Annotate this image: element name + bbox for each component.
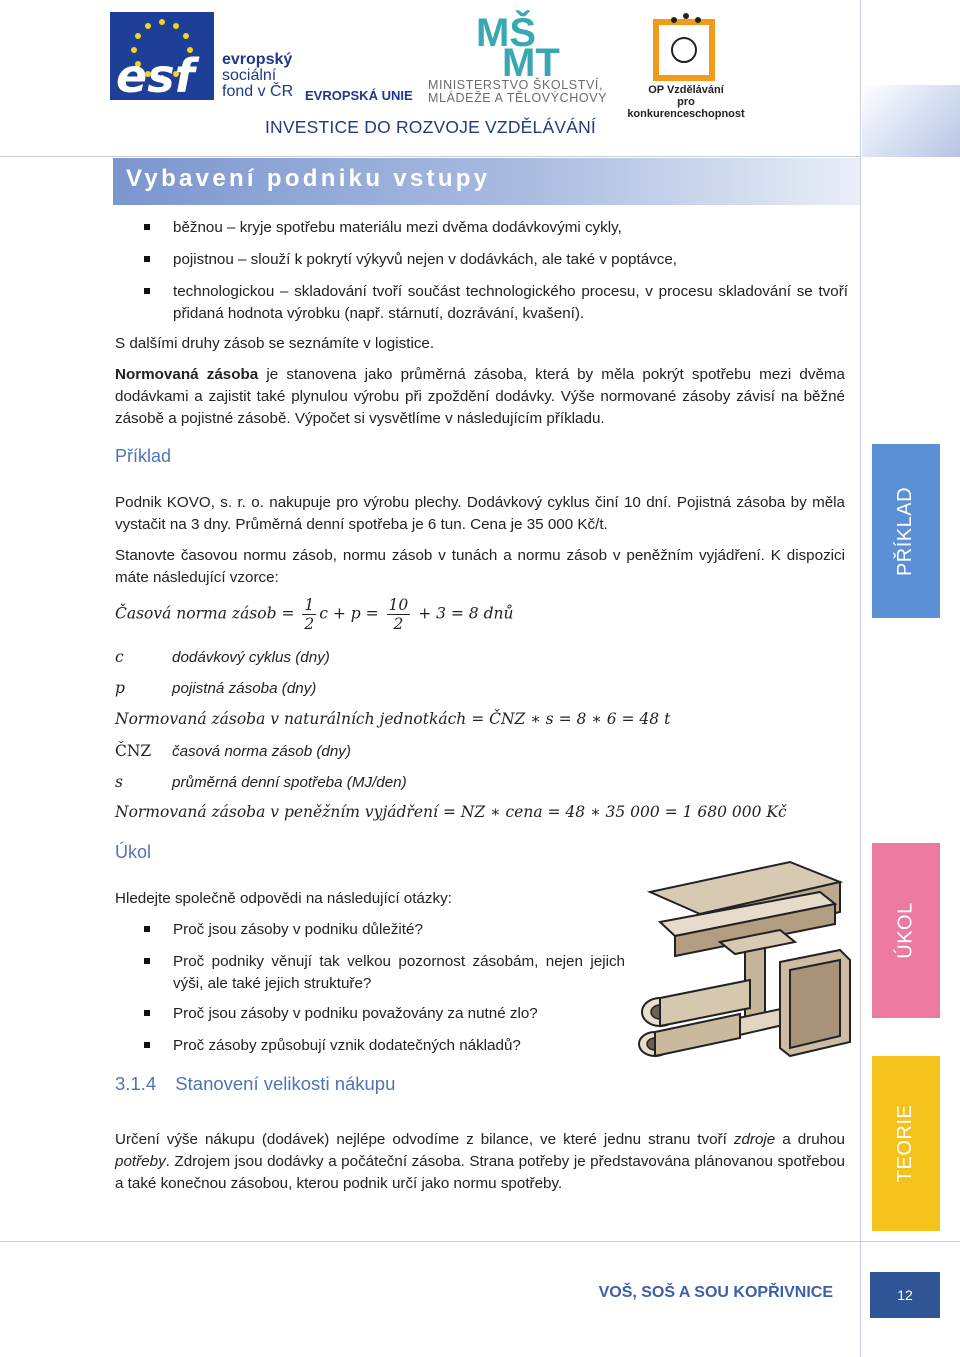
tab-ukol-label: ÚKOL <box>894 902 917 959</box>
op-line1: OP Vzdělávání <box>648 84 724 96</box>
bullet-marker <box>144 926 150 932</box>
header-divider <box>0 156 860 157</box>
op-line2: pro konkurenceschopnost <box>627 96 745 120</box>
svg-text:MŠ: MŠ <box>476 11 536 55</box>
header-logos <box>0 0 960 150</box>
priklad-text-2: Stanovte časovou normu zásob, normu zásob v tunách a normu zásob v peněžním vyjádření. K dispozici máte následující vzorce: <box>115 547 845 586</box>
fraction-1-num: 1 <box>304 596 315 614</box>
priklad-heading: Příklad <box>115 446 172 466</box>
msmt-line2: MLÁDEŽE A TĚLOVÝCHOVY <box>428 91 608 105</box>
def-description: průměrná denní spotřeba (MJ/den) <box>172 774 407 791</box>
svg-text:MT: MT <box>502 41 560 78</box>
def-description: dodávkový cyklus (dny) <box>172 649 330 666</box>
corner-decoration <box>862 85 960 157</box>
tab-priklad <box>872 444 940 618</box>
def-symbol: p <box>115 679 125 697</box>
final-text-2: a druhou <box>775 1131 845 1148</box>
tab-ukol <box>872 843 940 1018</box>
final-paragraph <box>115 1129 845 1195</box>
fraction-2-num: 10 <box>388 596 409 614</box>
bullet-marker <box>144 288 150 294</box>
list-item: pojistnou – slouží k pokrytí výkyvů nejen v dodávkách, ale také v poptávce, <box>173 251 677 268</box>
esf-logo-icon <box>110 12 220 107</box>
fraction-1-den: 2 <box>304 615 315 633</box>
bullet-marker <box>144 958 150 964</box>
bullet-marker <box>144 1010 150 1016</box>
op-logo-icon <box>650 12 722 84</box>
formula-casova-norma <box>115 596 514 633</box>
msmt-caption <box>428 79 607 105</box>
list-item: Proč jsou zásoby v podniku důležité? <box>173 921 423 938</box>
logistics-line: S dalšími druhy zásob se seznámíte v logistice. <box>115 335 435 352</box>
esf-line2: sociální <box>222 67 277 84</box>
def-description: pojistná zásoba (dny) <box>172 680 317 697</box>
ukol-heading: Úkol <box>115 842 152 862</box>
tab-teorie <box>872 1056 940 1231</box>
formula1-mid: c + p = <box>319 604 384 623</box>
esf-line3: fond v ČR <box>222 83 294 100</box>
margin-divider <box>860 0 861 1357</box>
footer-school: VOŠ, SOŠ A SOU KOPŘIVNICE <box>598 1284 833 1301</box>
normovana-paragraph <box>115 364 845 430</box>
formula1-lhs: Časová norma zásob = <box>115 604 300 623</box>
subsection-number: 3.1.4 <box>115 1073 157 1094</box>
bullet-marker <box>144 256 150 262</box>
steel-profiles-illustration <box>630 852 855 1074</box>
investice-banner: INVESTICE DO ROZVOJE VZDĚLÁVÁNÍ <box>265 117 596 137</box>
tab-priklad-label: PŘÍKLAD <box>894 486 917 576</box>
normovana-text: je stanovena jako průměrná zásoba, která by měla pokrýt spotřebu mezi dvěma dodávkami a zajistit také plynulou výrobu při zpoždění dodávky. Výše normované zásoby závisí na běžné zásobě a pojistné zásobě. Výpočet si vysvětlíme v následujícím příkladu. <box>115 366 846 427</box>
def-symbol: c <box>115 648 124 666</box>
list-item: běžnou – kryje spotřebu materiálu mezi dvěma dodávkovými cykly, <box>173 219 622 236</box>
section-title: Vybavení podniku vstupy <box>126 165 491 192</box>
final-text-1: Určení výše nákupu (dodávek) nejlépe odvodíme z bilance, ve které jednu stranu tvoří <box>115 1131 734 1148</box>
def-symbol: s <box>115 773 123 791</box>
formula1-rhs: + 3 = 8 dnů <box>413 604 514 623</box>
def-description: časová norma zásob (dny) <box>172 743 351 760</box>
final-italic-zdroje: zdroje <box>733 1131 776 1148</box>
msmt-logo-icon <box>472 10 582 78</box>
footer-divider <box>0 1241 960 1242</box>
list-item: Proč zásoby způsobují vznik dodatečných nákladů? <box>173 1037 521 1054</box>
subsection-heading <box>115 1073 395 1095</box>
list-item: Proč jsou zásoby v podniku považovány za nutné zlo? <box>173 1005 538 1022</box>
list-item: technologickou – skladování tvoří součást technologického procesu, v procesu skladování se tvoří přidaná hodnota výrobku (např. stárnutí, dozrávání, kvašení). <box>173 283 848 322</box>
fraction-2-den: 2 <box>393 615 404 633</box>
ukol-intro: Hledejte společně odpovědi na následující otázky: <box>115 890 452 907</box>
final-italic-potreby: potřeby <box>115 1153 166 1170</box>
normovana-term: Normovaná zásoba <box>115 366 259 383</box>
fraction-1 <box>302 596 316 633</box>
tab-teorie-label: TEORIE <box>894 1104 917 1183</box>
formula-naturalni: Normovaná zásoba v naturálních jednotkách = ČNZ ∗ s = 8 ∗ 6 = 48 t <box>115 710 671 728</box>
fraction-2 <box>387 596 411 633</box>
def-symbol: ČNZ <box>115 742 152 760</box>
list-item: Proč podniky věnují tak velkou pozornost zásobám, nejen jejich výši, ale také jejich struktuře? <box>173 953 625 992</box>
svg-text:esf: esf <box>116 49 195 103</box>
subsection-title: Stanovení velikosti nákupu <box>175 1073 396 1094</box>
priklad-text-1: Podnik KOVO, s. r. o. nakupuje pro výrobu plechy. Dodávkový cyklus činí 10 dní. Pojistná zásoba by měla vystačit na 3 dny. Průměrná denní spotřeba je 6 tun. Cena je 35 000 Kč/t. <box>115 494 845 533</box>
formula-penezni: Normovaná zásoba v peněžním vyjádření = NZ ∗ cena = 48 ∗ 35 000 = 1 680 000 Kč <box>115 803 787 821</box>
op-caption <box>624 84 748 120</box>
eu-label: EVROPSKÁ UNIE <box>305 88 413 103</box>
esf-caption <box>222 52 293 100</box>
page-number: 12 <box>870 1272 940 1318</box>
bullet-marker <box>144 1042 150 1048</box>
bullet-marker <box>144 224 150 230</box>
esf-line1: evropský <box>222 51 293 68</box>
final-text-3: . Zdrojem jsou dodávky a počáteční zásoba. Strana potřeby je představována plánovanou spotřebou a také konečnou zásobou, kterou podnik určí jako normu spotřeby. <box>115 1153 845 1192</box>
msmt-line1: MINISTERSTVO ŠKOLSTVÍ, <box>428 78 604 92</box>
